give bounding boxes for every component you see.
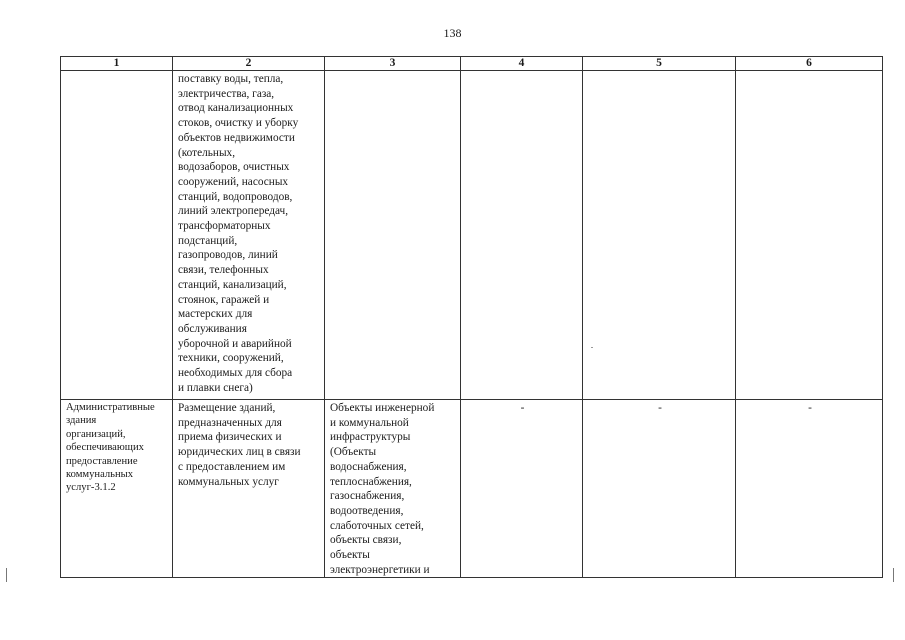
column-header-1: 1 <box>61 57 173 71</box>
cell-text-line: услуг-3.1.2 <box>66 482 116 494</box>
cell-text-line: уборочной и аварийной <box>178 337 292 350</box>
page-number: 138 <box>443 26 462 40</box>
cell-text-line: Административные <box>66 402 155 413</box>
cell-row2-col3 <box>325 400 461 578</box>
cell-text-line: объекты <box>330 549 370 562</box>
cell-row1-col5 <box>583 71 736 400</box>
scan-speck <box>591 347 593 348</box>
cell-text-line: Размещение зданий, <box>178 402 276 414</box>
scan-mark-right <box>893 568 894 582</box>
cell-text-line: сооружений, насосных <box>178 175 289 188</box>
cell-text-line: объектов недвижимости <box>178 131 295 144</box>
table-header-row <box>61 57 883 71</box>
cell-text-line: слаботочных сетей, <box>330 519 424 532</box>
cell-row2-col2 <box>173 400 325 578</box>
cell-text-line: с предоставлением им <box>178 460 286 473</box>
cell-text-line: юридических лиц в связи <box>178 446 301 459</box>
document-table <box>60 56 883 578</box>
cell-text-line: обслуживания <box>178 322 247 335</box>
cell-text-line: организаций, <box>66 428 126 440</box>
cell-text-line: подстанций, <box>178 234 238 247</box>
cell-text-line: здания <box>66 415 97 427</box>
cell-text-line: стоков, очистку и уборку <box>178 117 299 130</box>
scan-mark-left <box>6 568 7 582</box>
cell-row1-col2 <box>173 71 325 400</box>
cell-text-line: линий электропередач, <box>178 205 289 218</box>
cell-text-line: (Объекты <box>330 446 377 459</box>
cell-text-line: объекты связи, <box>330 534 402 547</box>
cell-text-line: станций, канализаций, <box>178 278 287 291</box>
column-header-5: 5 <box>583 57 736 71</box>
cell-text-line: предназначенных для <box>178 416 282 429</box>
cell-row2-col5: - <box>583 400 736 578</box>
cell-text-line: коммунальных <box>66 469 134 481</box>
cell-text-line: техники, сооружений, <box>178 352 284 365</box>
cell-text-line: водоснабжения, <box>330 460 407 473</box>
cell-text-line: (котельных, <box>178 146 236 159</box>
cell-text-line: приема физических и <box>178 431 282 444</box>
cell-text-line: трансформаторных <box>178 220 271 233</box>
table-row <box>61 71 883 400</box>
cell-text-line: теплоснабжения, <box>330 475 412 488</box>
cell-row1-col1 <box>61 71 173 400</box>
table-row <box>61 400 883 578</box>
cell-text-line: связи, телефонных <box>178 264 269 277</box>
cell-text-line: поставку воды, тепла, <box>178 73 284 85</box>
cell-text-line: предоставление <box>66 455 138 467</box>
column-header-3: 3 <box>325 57 461 71</box>
cell-text-line: электроэнергетики и <box>330 563 430 576</box>
cell-row1-col3 <box>325 71 461 400</box>
cell-row1-col6 <box>736 71 883 400</box>
cell-text-line: отвод канализационных <box>178 102 294 115</box>
cell-text-line: мастерских для <box>178 308 253 321</box>
cell-text-line: коммунальных услуг <box>178 475 279 488</box>
column-header-6: 6 <box>736 57 883 71</box>
cell-text-line: и коммунальной <box>330 416 409 429</box>
cell-row2-col4: - <box>461 400 583 578</box>
cell-text-line: обеспечивающих <box>66 442 144 454</box>
column-header-2: 2 <box>173 57 325 71</box>
cell-row2-col6: - <box>736 400 883 578</box>
cell-text-line: газопроводов, линий <box>178 249 278 262</box>
cell-text-line: инфраструктуры <box>330 431 411 444</box>
cell-text-line: газоснабжения, <box>330 490 405 503</box>
cell-text-line: электричества, газа, <box>178 87 275 100</box>
cell-text-line: Объекты инженерной <box>330 402 435 414</box>
cell-text-line: и плавки снега) <box>178 381 253 394</box>
cell-text-line: водоотведения, <box>330 504 404 517</box>
cell-text-line: необходимых для сбора <box>178 367 293 380</box>
cell-row1-col4 <box>461 71 583 400</box>
column-header-4: 4 <box>461 57 583 71</box>
cell-text-line: стоянок, гаражей и <box>178 293 270 306</box>
cell-row2-col1 <box>61 400 173 578</box>
cell-text-line: водозаборов, очистных <box>178 161 290 174</box>
cell-text-line: станций, водопроводов, <box>178 190 293 203</box>
